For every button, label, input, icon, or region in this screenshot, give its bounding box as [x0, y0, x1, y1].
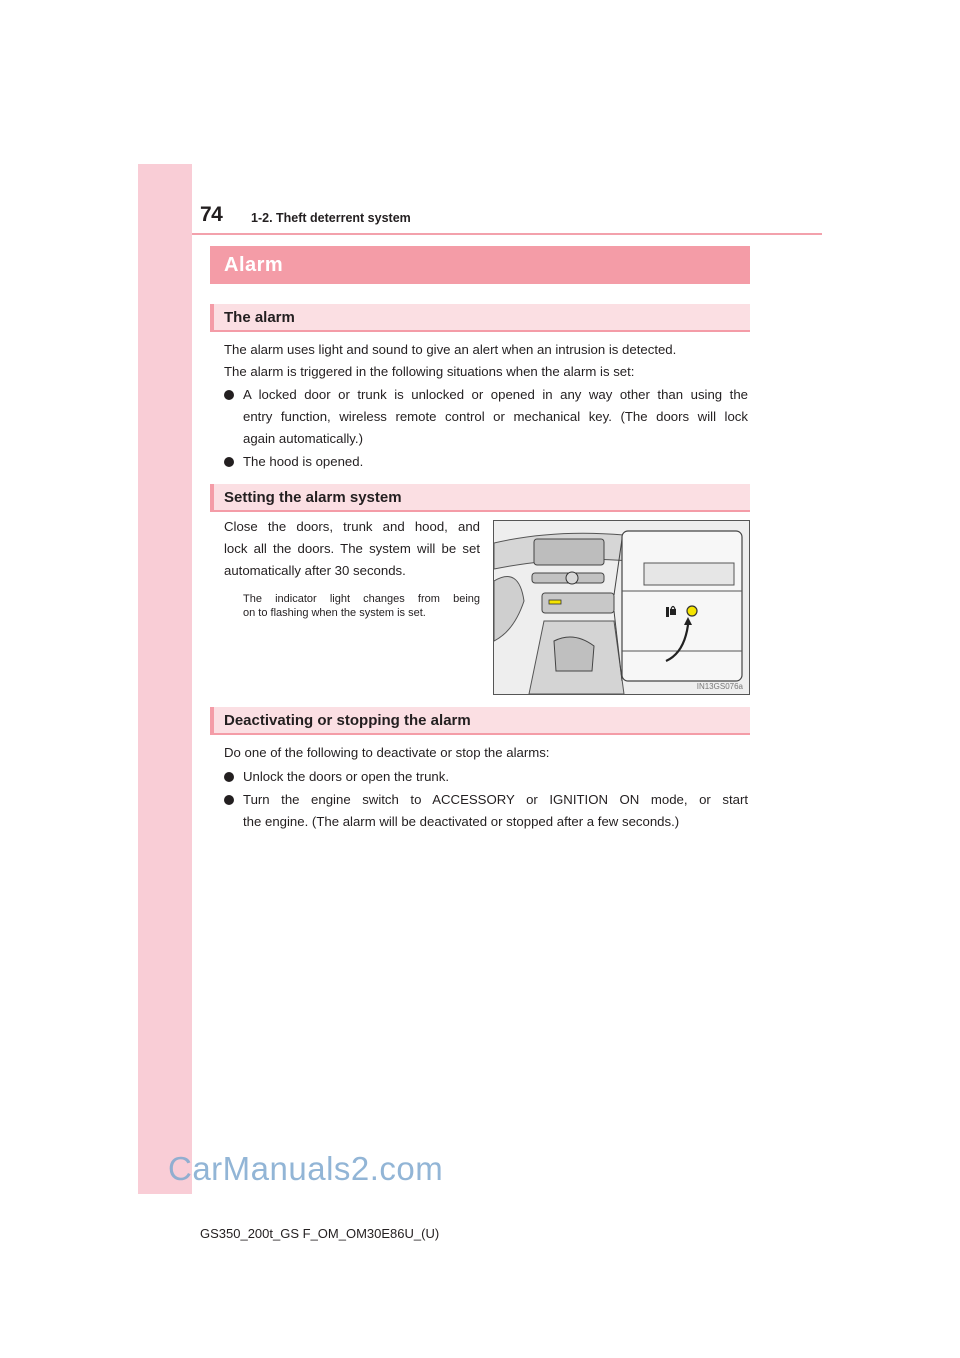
list-item — [224, 789, 748, 833]
text-line: automatically after 30 seconds. — [224, 563, 406, 578]
watermark: CarManuals2.com — [168, 1150, 444, 1187]
indicator-note — [243, 592, 480, 620]
dashboard-drawing — [494, 521, 749, 694]
list-item-text: the engine. (The alarm will be deactivated or stopped after a few seconds.) — [243, 814, 680, 829]
list-item-text: entry function, wireless remote control or mechanical key. (The doors will lock — [243, 409, 748, 424]
figure-code: IN13GS076a — [696, 682, 743, 691]
banner-title: Alarm — [224, 253, 284, 276]
subhead-setting-alarm — [210, 484, 750, 512]
section-title: 1-2. Theft deterrent system — [251, 211, 411, 225]
paragraph: The alarm is triggered in the following situations when the alarm is set: — [224, 364, 635, 379]
subhead-label: Setting the alarm system — [224, 488, 402, 506]
indicator-light-icon — [687, 606, 697, 616]
bullet-icon — [224, 772, 234, 782]
list-item-text: A locked door or trunk is unlocked or opened in any way other than using the — [243, 387, 748, 402]
note-line: The indicator light changes from being — [243, 593, 480, 605]
subhead-the-alarm — [210, 304, 750, 332]
bullet-icon — [224, 795, 234, 805]
page-number: 74 — [200, 203, 223, 226]
bullet-icon — [224, 457, 234, 467]
list-item-text: The hood is opened. — [243, 454, 364, 469]
bullet-icon — [224, 390, 234, 400]
setting-instructions — [224, 516, 480, 582]
paragraph: Do one of the following to deactivate or stop the alarms: — [224, 745, 550, 760]
dashboard-illustration — [493, 520, 750, 695]
subhead-label: The alarm — [224, 308, 295, 326]
subhead-deactivating — [210, 707, 750, 735]
list-item-text: Turn the engine switch to ACCESSORY or IGNITION ON mode, or start — [243, 792, 748, 807]
subhead-label: Deactivating or stopping the alarm — [224, 711, 471, 729]
header-divider — [192, 233, 822, 235]
list-item — [224, 766, 748, 788]
list-item-text: again automatically.) — [243, 431, 363, 446]
list-item-text: Unlock the doors or open the trunk. — [243, 769, 449, 784]
indicator-highlight — [549, 600, 561, 604]
text-line: Close the doors, trunk and hood, and — [224, 519, 480, 534]
alarm-banner — [210, 246, 750, 284]
footer-document-code: GS350_200t_GS F_OM_OM30E86U_(U) — [200, 1226, 440, 1241]
text-line: lock all the doors. The system will be set — [224, 541, 480, 556]
list-item — [224, 384, 748, 450]
paragraph: The alarm uses light and sound to give an alert when an intrusion is detected. — [224, 342, 677, 357]
list-item — [224, 451, 748, 473]
side-tab-band — [138, 164, 192, 1194]
note-line: on to flashing when the system is set. — [243, 607, 426, 619]
